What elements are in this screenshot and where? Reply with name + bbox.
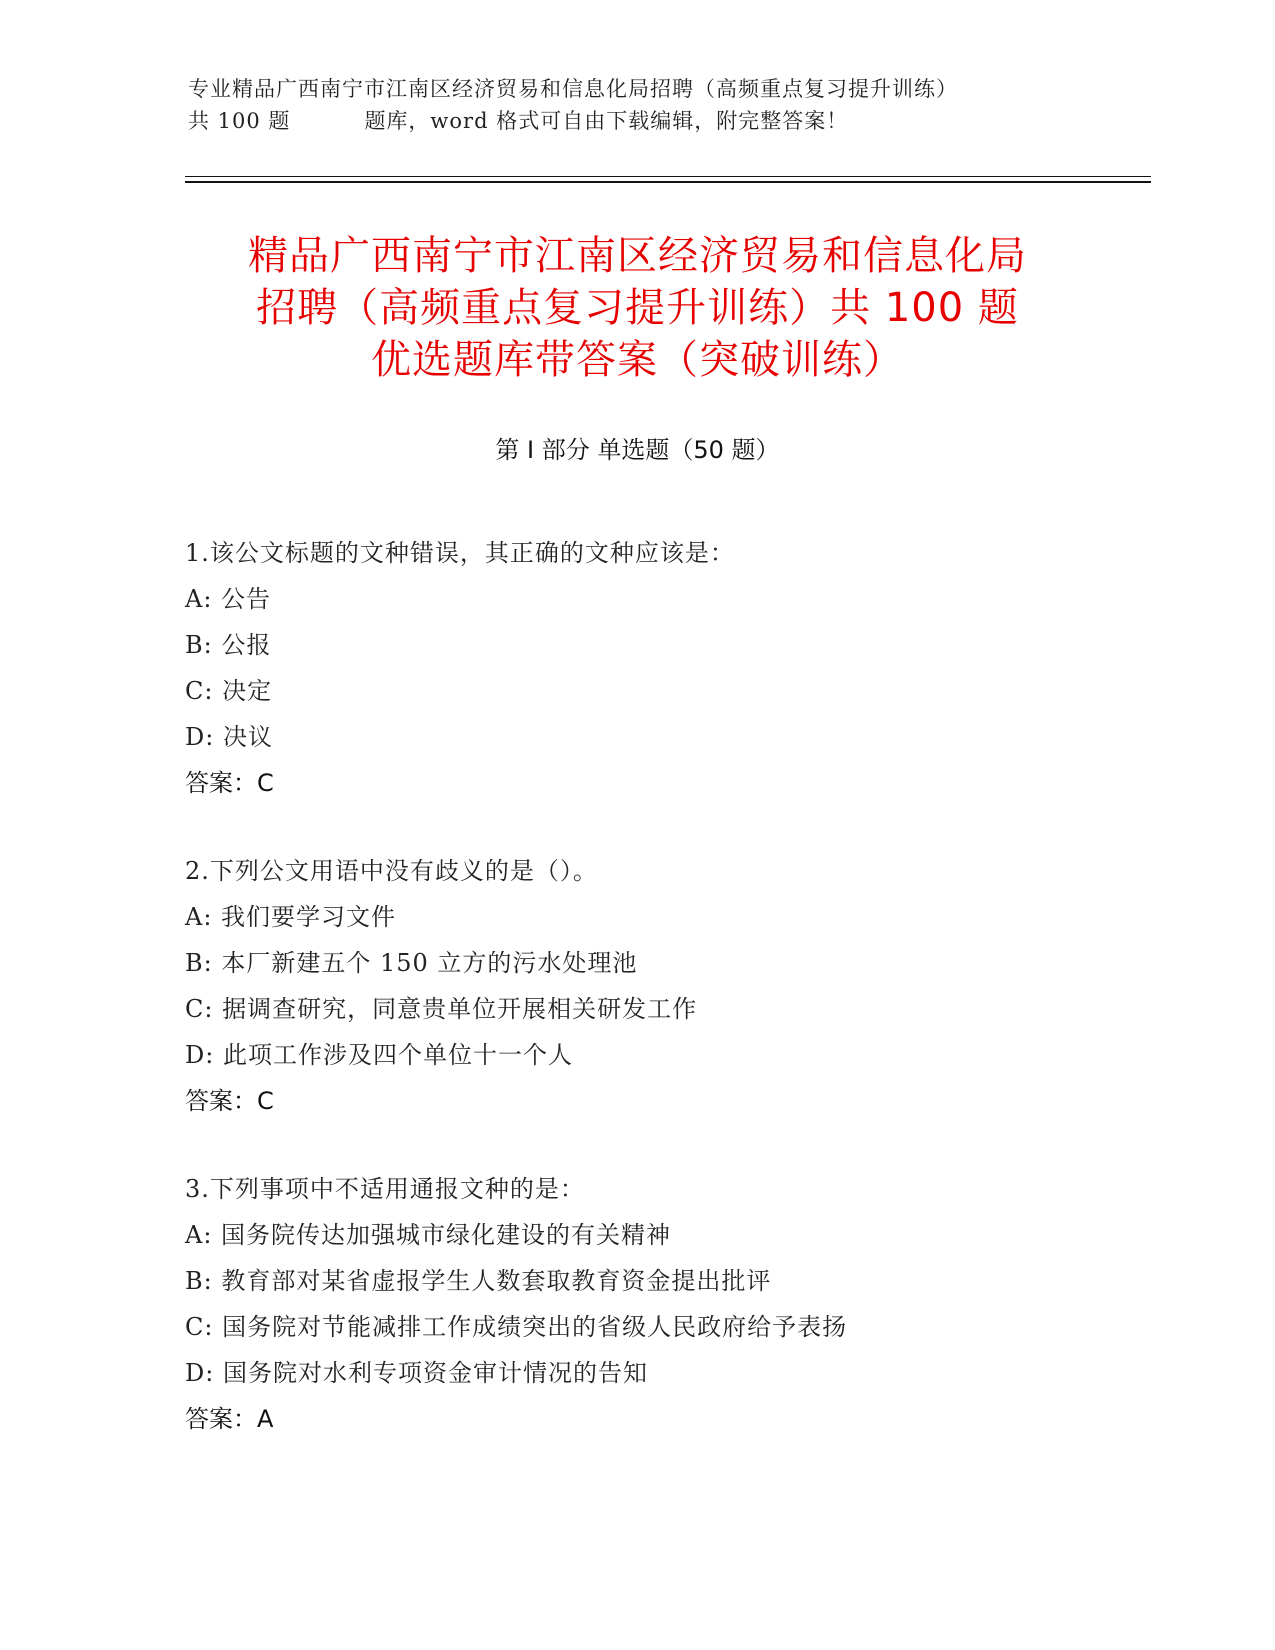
question-option-b: B: 公报 [185,631,272,659]
question-option-c: C: 据调查研究，同意贵单位开展相关研发工作 [185,995,698,1023]
question-answer: 答案：C [185,769,274,797]
question-option-a: A: 国务院传达加强城市绿化建设的有关精神 [185,1221,672,1249]
title-line-3: 优选题库带答案（突破训练） [371,337,904,383]
question-option-c: C: 决定 [185,677,273,705]
header-line-1: 专业精品广西南宁市江南区经济贸易和信息化局招聘（高频重点复习提升训练） [188,77,958,101]
question-stem: 3.下列事项中不适用通报文种的是： [185,1175,585,1203]
question-option-c: C: 国务院对节能减排工作成绩突出的省级人民政府给予表扬 [185,1313,848,1341]
header-line-2 [188,105,1088,137]
question-option-d: D: 此项工作涉及四个单位十一个人 [185,1041,573,1069]
section-heading: 第 I 部分 单选题（50 题） [495,436,780,464]
question-item [185,530,1185,806]
question-answer: 答案：C [185,1087,274,1115]
question-list [185,530,1185,1484]
question-stem: 2.下列公文用语中没有歧义的是（）。 [185,857,598,885]
question-option-b: B: 本厂新建五个 150 立方的污水处理池 [185,949,638,977]
question-stem: 1.该公文标题的文种错误，其正确的文种应该是： [185,539,735,567]
document-header [188,73,1088,137]
header-divider-thin [185,176,1151,177]
question-item [185,848,1185,1124]
title-line-2: 招聘（高频重点复习提升训练）共 100 题 [256,285,1019,331]
question-answer: 答案：A [185,1405,274,1433]
question-item [185,1166,1185,1442]
header-description: 题库，word 格式可自由下载编辑，附完整答案！ [364,109,849,133]
header-question-count: 共 100 题 [188,109,291,133]
question-option-d: D: 国务院对水利专项资金审计情况的告知 [185,1359,648,1387]
question-option-a: A: 我们要学习文件 [185,903,397,931]
header-divider-thick [185,181,1151,183]
question-option-a: A: 公告 [185,585,272,613]
question-option-b: B: 教育部对某省虚报学生人数套取教育资金提出批评 [185,1267,772,1295]
question-option-d: D: 决议 [185,723,273,751]
document-title [140,230,1135,386]
title-line-1: 精品广西南宁市江南区经济贸易和信息化局 [248,233,1027,279]
